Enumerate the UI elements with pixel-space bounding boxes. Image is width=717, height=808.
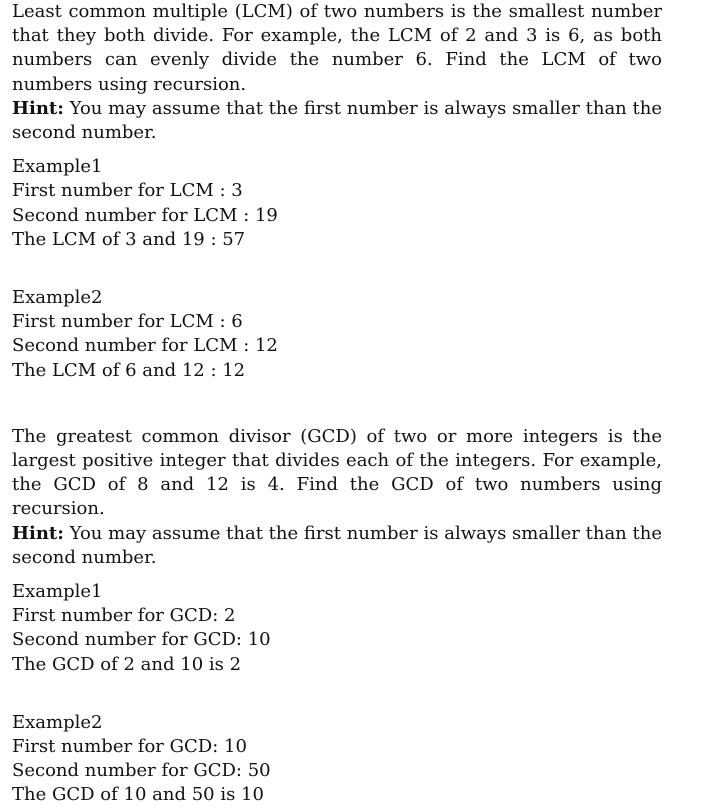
lcm-section: [12, 0, 662, 383]
gcd-example2-second: Second number for GCD: 50: [12, 760, 271, 782]
lcm-example1: [12, 155, 662, 252]
lcm-example2-title: Example2: [12, 287, 103, 309]
gcd-hint-label: Hint:: [12, 522, 64, 544]
lcm-intro: Least common multiple (LCM) of two numbers is the smallest number that they both divide. For example, the LCM of 2 and 3 is 6, as both numbers can evenly divide the number 6. Find the LCM of two numbers using recursion.: [12, 1, 662, 95]
lcm-hint: [12, 97, 662, 145]
gcd-example1-result: The GCD of 2 and 10 is 2: [12, 653, 242, 675]
gcd-hint: [12, 522, 662, 570]
lcm-hint-text: You may assume that the first number is always smaller than the second number.: [12, 97, 662, 144]
gcd-example1-title: Example1: [12, 581, 103, 603]
gcd-example1: [12, 580, 662, 677]
gcd-example1-second: Second number for GCD: 10: [12, 629, 271, 651]
document-page: [12, 0, 662, 808]
gcd-example2: [12, 711, 662, 808]
lcm-example1-second: Second number for LCM : 19: [12, 204, 278, 226]
gcd-example2-result: The GCD of 10 and 50 is 10: [12, 784, 264, 806]
lcm-hint-label: Hint:: [12, 97, 64, 119]
lcm-example2-result: The LCM of 6 and 12 : 12: [12, 359, 246, 381]
lcm-example2: [12, 286, 662, 383]
lcm-example1-first: First number for LCM : 3: [12, 180, 243, 202]
gcd-section: [12, 425, 662, 808]
gcd-example1-first: First number for GCD: 2: [12, 605, 236, 627]
gcd-example2-first: First number for GCD: 10: [12, 736, 247, 758]
gcd-intro: The greatest common divisor (GCD) of two or more integers is the largest positive integer that divides each of the integers. For example, the GCD of 8 and 12 is 4. Find the GCD of two numbers using recursion.: [12, 425, 662, 520]
lcm-example2-first: First number for LCM : 6: [12, 311, 243, 333]
lcm-example1-title: Example1: [12, 156, 103, 178]
lcm-example1-result: The LCM of 3 and 19 : 57: [12, 228, 246, 250]
gcd-hint-text: You may assume that the first number is always smaller than the second number.: [12, 522, 662, 568]
lcm-example2-second: Second number for LCM : 12: [12, 335, 278, 357]
gcd-example2-title: Example2: [12, 711, 103, 733]
